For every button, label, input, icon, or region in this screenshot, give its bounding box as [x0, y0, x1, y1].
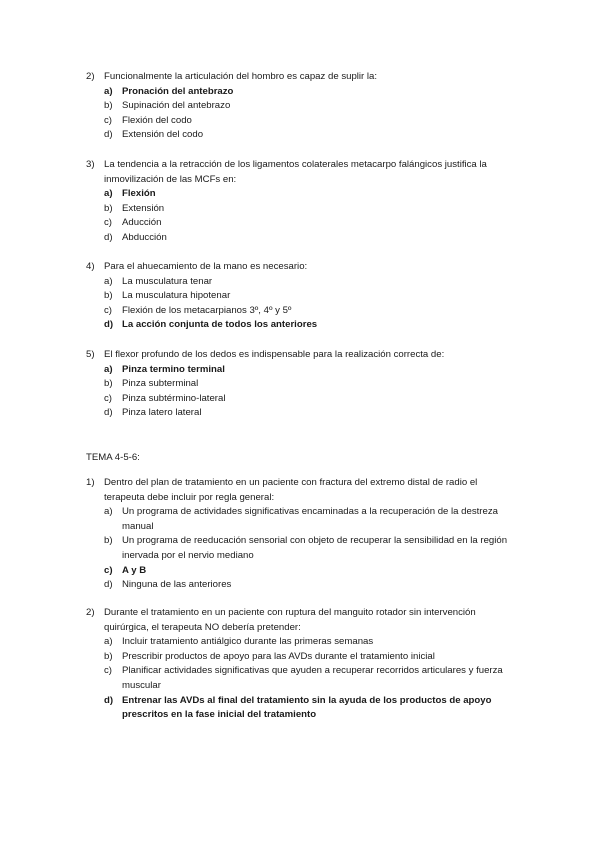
- option-letter: c): [104, 114, 112, 126]
- option-text: La musculatura tenar: [122, 275, 213, 287]
- option-d: [0, 694, 510, 723]
- question-number: 4): [86, 261, 95, 272]
- question-number: 5): [86, 349, 95, 360]
- option-letter: c): [104, 392, 112, 404]
- question-text: Funcionalmente la articulación del hombro es capaz de suplir la:: [104, 71, 378, 82]
- option-a: [0, 635, 510, 650]
- question-2-manguito-rotador: [0, 606, 600, 723]
- option-d: [0, 231, 510, 246]
- question-number: 2): [86, 607, 95, 618]
- option-text: Extensión del codo: [122, 129, 204, 141]
- option-letter: b): [104, 650, 113, 662]
- question-number: 1): [86, 477, 95, 488]
- option-text: Abducción: [122, 231, 167, 243]
- option-a: [0, 85, 510, 100]
- option-a: [0, 363, 510, 378]
- option-text: Pinza subterminal: [122, 378, 199, 390]
- question-text: Para el ahuecamiento de la mano es necesario:: [104, 261, 308, 272]
- option-letter: b): [104, 100, 113, 112]
- option-b: [0, 202, 510, 217]
- option-b: [0, 289, 510, 304]
- question-number: 3): [86, 159, 95, 170]
- option-list: [0, 85, 600, 143]
- option-text: Un programa de reeducación sensorial con objeto de recuperar la sensibilidad en la región inervada por el nervio mediano: [122, 535, 508, 561]
- option-letter: a): [104, 506, 113, 518]
- option-letter: d): [104, 579, 113, 591]
- option-b: [0, 377, 510, 392]
- question-text: Durante el tratamiento en un paciente con ruptura del manguito rotador sin intervención quirúrgica, el terapeuta NO debería pretender:: [104, 607, 476, 633]
- option-b: [0, 650, 510, 665]
- option-list: [0, 505, 600, 593]
- option-letter: d): [104, 231, 113, 243]
- option-b: [0, 99, 510, 114]
- option-text: Flexión del codo: [122, 114, 192, 126]
- option-letter: b): [104, 290, 113, 302]
- option-text: Entrenar las AVDs al final del tratamiento sin la ayuda de los productos de apoyo prescritos en la fase inicial del tratamiento: [122, 694, 492, 721]
- question-stem: [0, 606, 510, 635]
- option-list: [0, 275, 600, 333]
- option-d: [0, 128, 510, 143]
- option-letter: b): [104, 202, 113, 214]
- option-letter: c): [104, 564, 113, 576]
- option-d: [0, 406, 510, 421]
- option-text: Extensión: [122, 202, 165, 214]
- option-text: La acción conjunta de todos los anteriores: [122, 319, 318, 331]
- question-3-mcf: [0, 158, 600, 246]
- option-text: A y B: [122, 564, 147, 576]
- question-stem: [0, 348, 510, 363]
- option-letter: b): [104, 378, 113, 390]
- option-c: [0, 216, 510, 231]
- option-list: [0, 363, 600, 421]
- question-text: Dentro del plan de tratamiento en un paciente con fractura del extremo distal de radio el terapeuta debe incluir por regla general:: [104, 477, 478, 503]
- question-5-flexor: [0, 348, 600, 421]
- option-text: Supinación del antebrazo: [122, 100, 231, 112]
- option-text: Prescribir productos de apoyo para las AVDs durante el tratamiento inicial: [122, 650, 435, 662]
- option-letter: d): [104, 407, 113, 419]
- option-letter: a): [104, 85, 113, 97]
- option-text: Aducción: [122, 217, 162, 229]
- option-d: [0, 318, 510, 333]
- option-letter: a): [104, 636, 113, 648]
- question-1-fractura-radio: [0, 476, 600, 593]
- option-letter: d): [104, 694, 114, 706]
- option-text: Pinza latero lateral: [122, 407, 202, 419]
- option-text: Incluir tratamiento antiálgico durante las primeras semanas: [122, 636, 374, 648]
- question-stem: [0, 158, 510, 187]
- option-d: [0, 578, 510, 593]
- option-c: [0, 392, 510, 407]
- option-text: Planificar actividades significativas que ayuden a recuperar recorridos articulares y fuerza muscular: [122, 665, 503, 691]
- option-text: Un programa de actividades significativas encaminadas a la recuperación de la destreza manual: [122, 506, 498, 532]
- question-stem: [0, 70, 510, 85]
- question-4-ahuecamiento: [0, 260, 600, 333]
- option-list: [0, 635, 600, 723]
- option-letter: d): [104, 129, 113, 141]
- option-letter: a): [104, 275, 113, 287]
- option-text: Flexión: [122, 188, 156, 200]
- option-c: [0, 664, 510, 693]
- option-c: [0, 564, 510, 579]
- option-list: [0, 187, 600, 245]
- option-text: Ninguna de las anteriores: [122, 579, 232, 591]
- option-letter: d): [104, 319, 114, 331]
- option-text: Flexión de los metacarpianos 3º, 4º y 5º: [122, 304, 292, 316]
- option-letter: a): [104, 188, 113, 200]
- section-title: TEMA 4-5-6:: [86, 452, 140, 463]
- question-text: La tendencia a la retracción de los ligamentos colaterales metacarpo falángicos justifica la inmovilización de las MCFs en:: [104, 159, 487, 185]
- option-a: [0, 275, 510, 290]
- option-c: [0, 304, 510, 319]
- option-c: [0, 114, 510, 129]
- question-2-hombro: [0, 70, 600, 143]
- option-letter: c): [104, 304, 112, 316]
- option-text: Pronación del antebrazo: [122, 85, 234, 97]
- option-text: Pinza termino terminal: [122, 363, 225, 375]
- question-stem: [0, 260, 510, 275]
- question-stem: [0, 476, 510, 505]
- option-b: [0, 534, 510, 563]
- option-text: La musculatura hipotenar: [122, 290, 231, 302]
- option-letter: c): [104, 665, 112, 677]
- question-number: 2): [86, 71, 95, 82]
- option-letter: b): [104, 535, 113, 547]
- option-letter: a): [104, 363, 113, 375]
- option-a: [0, 505, 510, 534]
- option-a: [0, 187, 510, 202]
- option-letter: c): [104, 217, 112, 229]
- question-text: El flexor profundo de los dedos es indispensable para la realización correcta de:: [104, 349, 445, 360]
- option-text: Pinza subtérmino-lateral: [122, 392, 226, 404]
